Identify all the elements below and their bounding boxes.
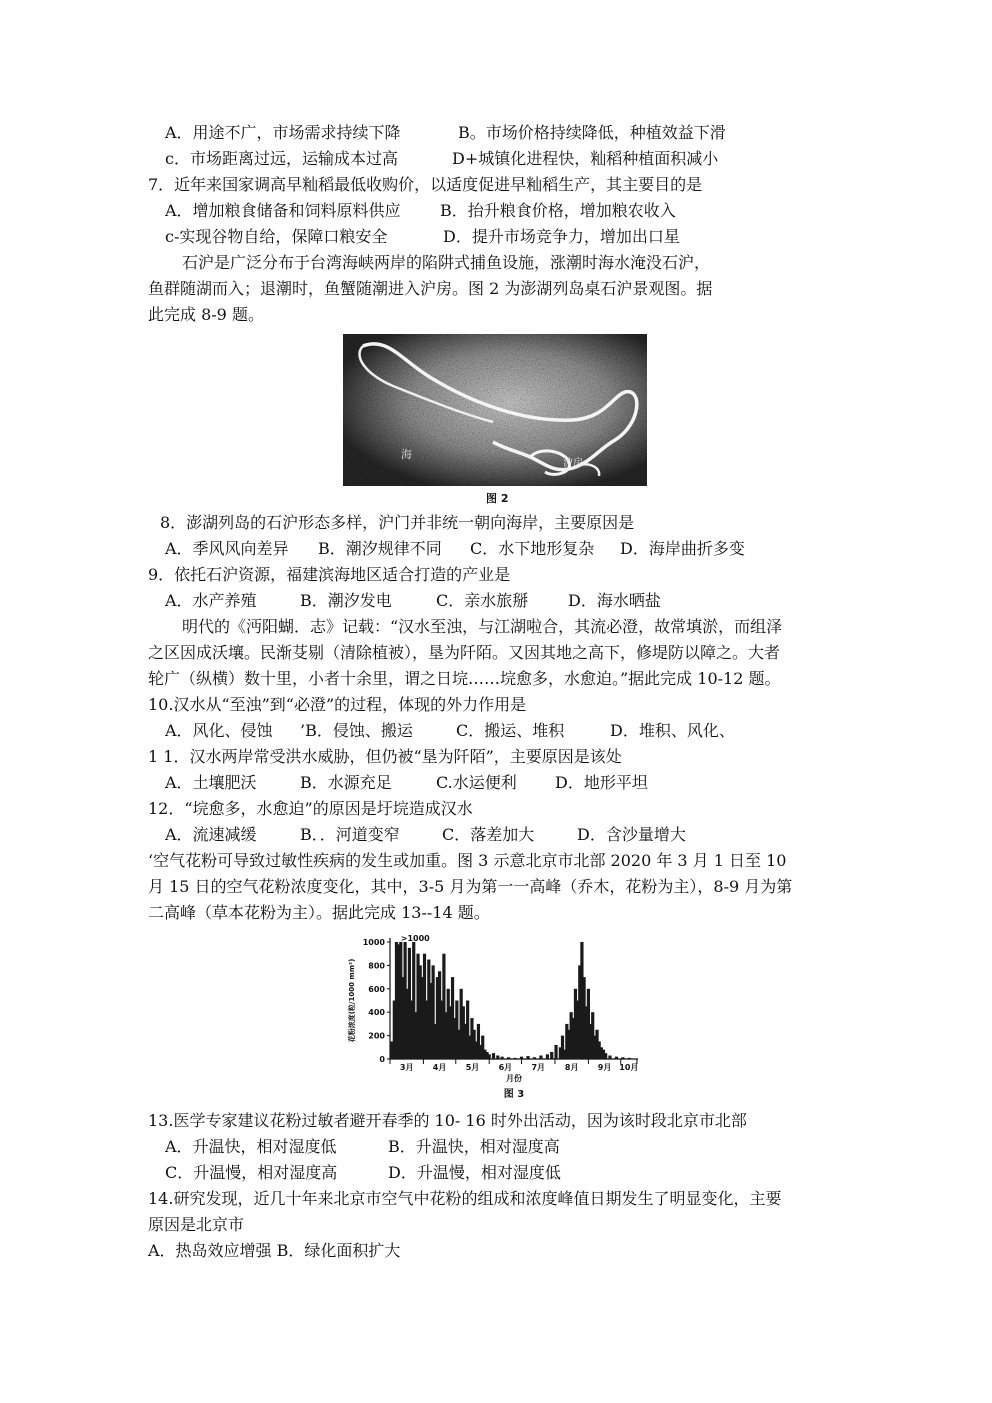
q13-option-d: D．升温慢，相对湿度低 bbox=[388, 1163, 561, 1182]
q14-options-ab: A．热岛效应增强 B．绿化面积扩大 bbox=[148, 1241, 401, 1260]
q7-option-c: c-实现谷物自给，保障口粮安全 bbox=[165, 227, 388, 246]
q6-option-b: B。市场价格持续降低，种植效益下滑 bbox=[458, 123, 726, 142]
pollen-bar bbox=[526, 1056, 529, 1059]
q10-option-b: ’B．侵蚀、搬运 bbox=[300, 721, 413, 740]
q8-option-d: D．海岸曲折多变 bbox=[620, 539, 745, 558]
q11-option-c: C.水运便利 bbox=[436, 773, 517, 792]
pollen-bar bbox=[546, 1054, 549, 1059]
q11-stem: 1 1．汉水两岸常受洪水威胁，但仍被“垦为阡陌”，主要原因是该处 bbox=[148, 747, 622, 766]
q6-option-d: D+城镇化进程快，籼稻种植面积减小 bbox=[452, 149, 719, 168]
q11-option-b: B．水源充足 bbox=[300, 773, 392, 792]
x-tick-label: 10月 bbox=[619, 1063, 639, 1072]
y-axis-title: 花粉浓度(粒/1000 mm²) bbox=[348, 958, 356, 1043]
q9-option-c: C．亲水旅掰 bbox=[436, 591, 529, 610]
y-tick-label: 600 bbox=[368, 984, 385, 994]
x-tick-label: 4月 bbox=[432, 1063, 447, 1072]
pollen-bar bbox=[501, 1057, 504, 1059]
pollen-bar bbox=[621, 1057, 624, 1059]
passage-stone-weir-line-3: 此完成 8-9 题。 bbox=[148, 305, 264, 324]
passage-han-line-1: 明代的《沔阳蝴．志》记载：“汉水至浊，与江湖啦合，其流必澄，故常填淤，而组泽 bbox=[182, 617, 783, 636]
x-tick-label: 3月 bbox=[399, 1063, 414, 1072]
x-tick-label: 7月 bbox=[531, 1063, 546, 1072]
q7-option-a: A．增加粮食储备和饲料原料供应 bbox=[165, 201, 401, 220]
passage-pollen-line-2: 月 15 日的空气花粉浓度变化，其中，3-5 月为第一一高峰（乔木，花粉为主），8-9 月为第 bbox=[148, 877, 793, 896]
q9-option-d: D．海水晒盐 bbox=[568, 591, 661, 610]
y-tick-label: 400 bbox=[368, 1008, 385, 1018]
y-tick-label: 1000 bbox=[362, 938, 385, 947]
passage-stone-weir-line-2: 鱼群随湖而入；退潮时，鱼蟹随潮进入沪房。图 2 为澎湖列岛桌石沪景观图。据 bbox=[148, 279, 713, 298]
q12-option-a: A．流速减缓 bbox=[165, 825, 257, 844]
pollen-bar bbox=[554, 1045, 557, 1059]
passage-han-line-3: 轮广（纵横）数十里，小者十余里，谓之日垸……垸愈多，水愈迫。”据此完成 10-12 题。 bbox=[148, 669, 781, 688]
q8-option-a: A．季风风向差异 bbox=[165, 539, 289, 558]
figure2-caption: 图 2 bbox=[486, 492, 509, 505]
y-tick-label: 200 bbox=[368, 1031, 385, 1041]
q8-option-c: C．水下地形复杂 bbox=[470, 539, 595, 558]
q12-option-c: C．落差加大 bbox=[442, 825, 535, 844]
q7-stem: 7．近年来国家调高早籼稻最低收购价，以适度促进早籼稻生产，其主要目的是 bbox=[148, 175, 703, 194]
q13-option-a: A．升温快，相对湿度低 bbox=[165, 1137, 337, 1156]
x-axis-title: 月份 bbox=[506, 1074, 522, 1083]
q7-option-b: B．抬升粮食价格，增加粮农收入 bbox=[440, 201, 676, 220]
q13-stem: 13.医学专家建议花粉过敏者避开春季的 10- 16 时外出活动，因为该时段北京市北部 bbox=[148, 1111, 747, 1130]
pollen-bar bbox=[507, 1057, 510, 1059]
pollen-bar bbox=[608, 1055, 611, 1059]
x-tick-label: 8月 bbox=[564, 1063, 579, 1072]
peak-annotation: >1000 bbox=[400, 934, 430, 943]
pollen-bar bbox=[513, 1058, 516, 1059]
chart-bars bbox=[391, 942, 631, 1059]
passage-stone-weir-line-1: 石沪是广泛分布于台湾海峡两岸的陷阱式捕鱼设施，涨潮时海水淹没石沪， bbox=[182, 253, 711, 272]
x-tick-label: 6月 bbox=[498, 1063, 513, 1072]
chart-labels bbox=[347, 934, 638, 1100]
pollen-bar bbox=[615, 1057, 618, 1059]
q11-option-a: A．土壤肥沃 bbox=[165, 773, 257, 792]
passage-han-line-2: 之区因成沃壤。民渐芟剔（清除植被），垦为阡陌。又因其地之高下，修堤防以障之。大者 bbox=[148, 643, 781, 662]
q7-option-d: D．提升市场竞争力，增加出口星 bbox=[443, 227, 680, 246]
pollen-bar bbox=[496, 1055, 499, 1059]
q10-option-c: C．搬运、堆积 bbox=[456, 721, 565, 740]
q6-option-c: c．市场距离过远，运输成本过高 bbox=[165, 149, 398, 168]
q12-stem: 12．“垸愈多，水愈迫”的原因是圩垸造成汉水 bbox=[148, 799, 473, 818]
passage-pollen-line-3: 二高峰（草本花粉为主）。据此完成 13--14 题。 bbox=[148, 903, 490, 922]
pollen-bar bbox=[492, 1053, 495, 1059]
q14-stem-line-1: 14.研究发现，近几十年来北京市空气中花粉的组成和浓度峰值日期发生了明显变化，主要 bbox=[148, 1189, 782, 1208]
x-tick-label: 5月 bbox=[465, 1063, 480, 1072]
stone-weir-photo bbox=[343, 334, 647, 486]
pollen-bar bbox=[628, 1058, 631, 1059]
q9-stem: 9．依托石沪资源，福建滨海地区适合打造的产业是 bbox=[148, 565, 511, 584]
q13-option-c: C．升温慢，相对湿度高 bbox=[165, 1163, 338, 1182]
q14-stem-line-2: 原因是北京市 bbox=[148, 1215, 245, 1234]
figure3-caption: 图 3 bbox=[503, 1089, 525, 1100]
q9-option-b: B．潮汐发电 bbox=[300, 591, 392, 610]
q12-option-d: D．含沙量增大 bbox=[577, 825, 686, 844]
q10-option-d: D．堆积、风化、 bbox=[610, 721, 735, 740]
pollen-concentration-chart bbox=[342, 930, 650, 1106]
q9-option-a: A．水产养殖 bbox=[165, 591, 257, 610]
q10-option-a: A．风化、侵蚀 bbox=[165, 721, 273, 740]
x-tick-label: 9月 bbox=[597, 1063, 612, 1072]
pollen-bar bbox=[539, 1055, 542, 1059]
pollen-bar bbox=[533, 1057, 536, 1059]
q8-option-b: B．潮汐规律不同 bbox=[318, 539, 442, 558]
weir-room-label: 沪房 bbox=[563, 458, 583, 469]
q11-option-d: D．地形平坦 bbox=[555, 773, 648, 792]
passage-pollen-line-1: ‘空气花粉可导致过敏性疾病的发生或加重。图 3 示意北京市北部 2020 年 3 月 1 日至 10 bbox=[148, 851, 787, 870]
q13-option-b: B．升温快，相对湿度高 bbox=[388, 1137, 560, 1156]
q12-option-b: B．．河道变窄 bbox=[300, 825, 400, 844]
pollen-bar bbox=[604, 1053, 607, 1059]
q6-option-a: A．用途不广，市场需求持续下降 bbox=[165, 123, 401, 142]
y-tick-label: 0 bbox=[379, 1055, 385, 1064]
q8-stem: 8．澎湖列岛的石沪形态多样，沪门并非统一朝向海岸，主要原因是 bbox=[160, 513, 635, 532]
q10-stem: 10.汉水从“至浊”到“必澄”的过程，体现的外力作用是 bbox=[148, 695, 527, 714]
pollen-bar bbox=[550, 1052, 553, 1059]
sea-label: 海 bbox=[401, 448, 412, 461]
y-tick-label: 800 bbox=[368, 961, 385, 971]
pollen-bar bbox=[488, 1054, 491, 1059]
pollen-bar bbox=[520, 1057, 523, 1059]
